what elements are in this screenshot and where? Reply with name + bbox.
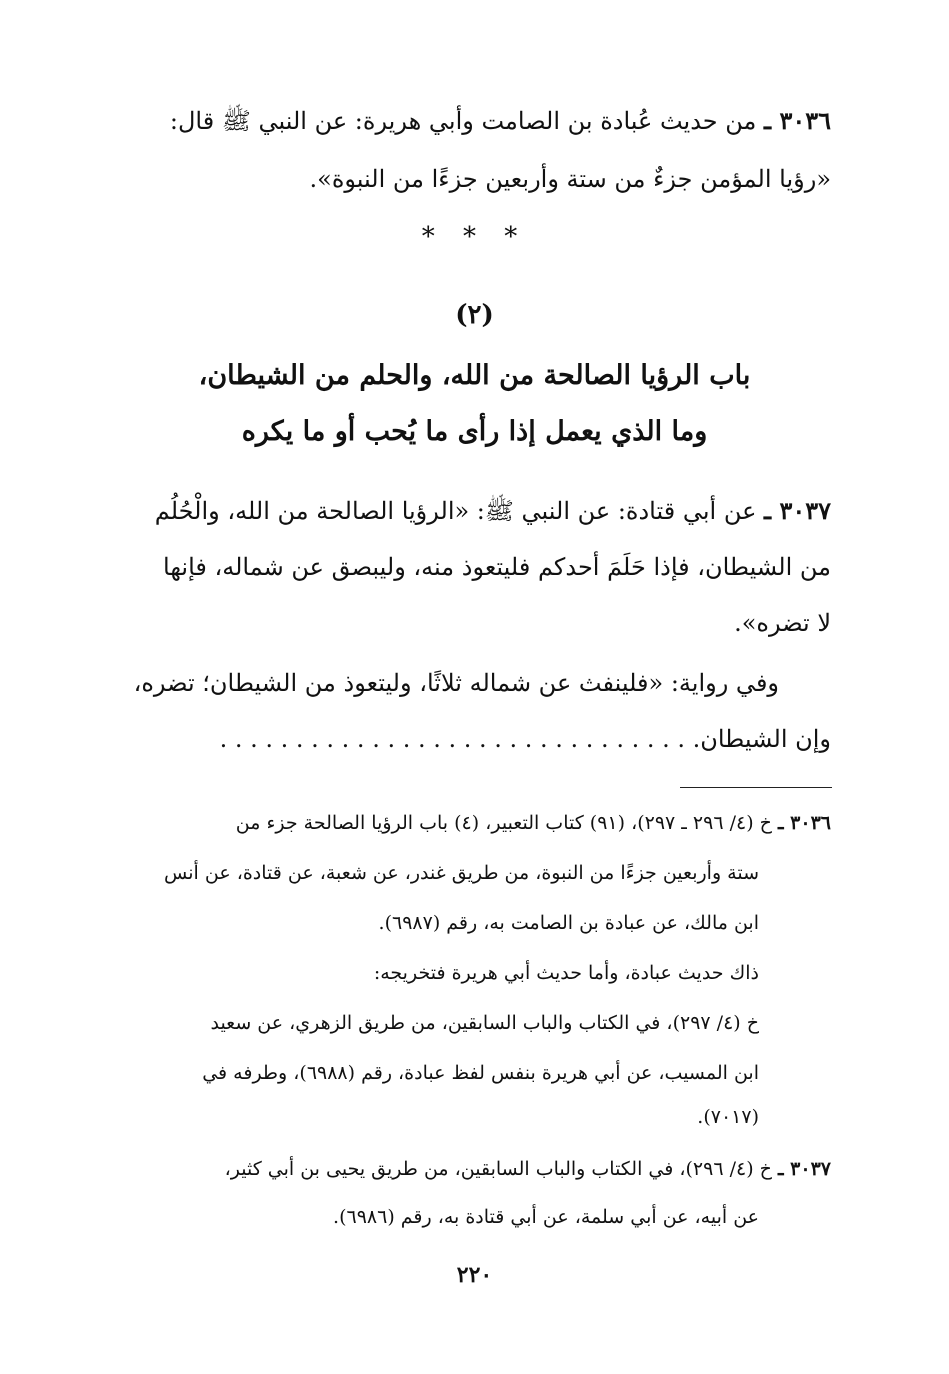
riwaya-line-1: وفي رواية: «فلينفث عن شماله ثلاثًا، وليتعوذ من الشيطان؛ تضره، bbox=[133, 669, 779, 697]
footnote-3036-line-5: خ (٤/ ٢٩٧)، في الكتاب والباب السابقين، من طريق الزهري، عن سعيد bbox=[210, 1012, 759, 1034]
riwaya-line-2: وإن الشيطان. . . . . . . . . . . . . . . . . . . . . . . . . . . . . . . . bbox=[219, 725, 831, 753]
chapter-number: (٢) bbox=[455, 300, 494, 330]
footnote-3037-line-2: عن أبيه، عن أبي سلمة، عن أبي قتادة به، رقم (٦٩٨٦). bbox=[333, 1206, 759, 1228]
footnote-3036-line-4: ذاك حديث عبادة، وأما حديث أبي هريرة فتخريجه: bbox=[373, 962, 759, 984]
footnote-3036-line-3: ابن مالك، عن عبادة بن الصامت به، رقم (٦٩٨٧). bbox=[378, 912, 759, 934]
footnote-number: ٣٠٣٧ ـ bbox=[777, 1158, 831, 1180]
chapter-title-line-1: باب الرؤيا الصالحة من الله، والحلم من الشيطان، bbox=[198, 360, 751, 391]
hadith-number: ٣٠٣٧ ـ bbox=[764, 496, 831, 525]
footnote-divider bbox=[680, 787, 832, 788]
hadith-3037-line-1: ٣٠٣٧ ـ عن أبي قتادة: عن النبي ﷺ: «الرؤيا الصالحة من الله، والْحُلُم bbox=[154, 496, 831, 525]
hadith-number: ٣٠٣٦ ـ bbox=[764, 106, 831, 135]
hadith-3036-line-2: «رؤيا المؤمن جزءٌ من ستة وأربعين جزءًا من النبوة». bbox=[309, 165, 831, 193]
footnote-3036-line-6: ابن المسيب، عن أبي هريرة بنفس لفظ عبادة، رقم (٦٩٨٨)، وطرفه في bbox=[202, 1062, 759, 1084]
footnote-3036-line-7: (٧٠١٧). bbox=[697, 1106, 759, 1128]
hadith-3036 bbox=[121, 92, 831, 208]
footnote-3036-line-1: ٣٠٣٦ ـ خ (٤/ ٢٩٦ ـ ٢٩٧)، (٩١) كتاب التعبير، (٤) باب الرؤيا الصالحة جزء من bbox=[235, 812, 831, 834]
hadith-3036-line-1: ٣٠٣٦ ـ من حديث عُبادة بن الصامت وأبي هريرة: عن النبي ﷺ قال: bbox=[169, 106, 831, 135]
page-number: ٢٢٠ bbox=[456, 1262, 493, 1288]
section-separator: * * * bbox=[421, 222, 528, 252]
footnote-3036-line-2: ستة وأربعين جزءًا من النبوة، من طريق غندر، عن شعبة، عن قتادة، عن أنس bbox=[164, 862, 759, 884]
footnote-number: ٣٠٣٦ ـ bbox=[777, 812, 831, 834]
footnote-3037-line-1: ٣٠٣٧ ـ خ (٤/ ٢٩٦)، في الكتاب والباب السابقين، من طريق يحيى بن أبي كثير، bbox=[224, 1158, 831, 1180]
riwaya-paragraph bbox=[119, 655, 831, 767]
chapter-title-line-2: وما الذي يعمل إذا رأى ما يُحب أو ما يكره bbox=[241, 416, 708, 447]
hadith-3037-line-3: لا تضره». bbox=[734, 609, 831, 637]
hadith-3037-line-2: من الشيطان، فإذا حَلَمَ أحدكم فليتعوذ منه، وليبصق عن شماله، فإنها bbox=[163, 553, 831, 581]
hadith-3037 bbox=[119, 483, 831, 651]
